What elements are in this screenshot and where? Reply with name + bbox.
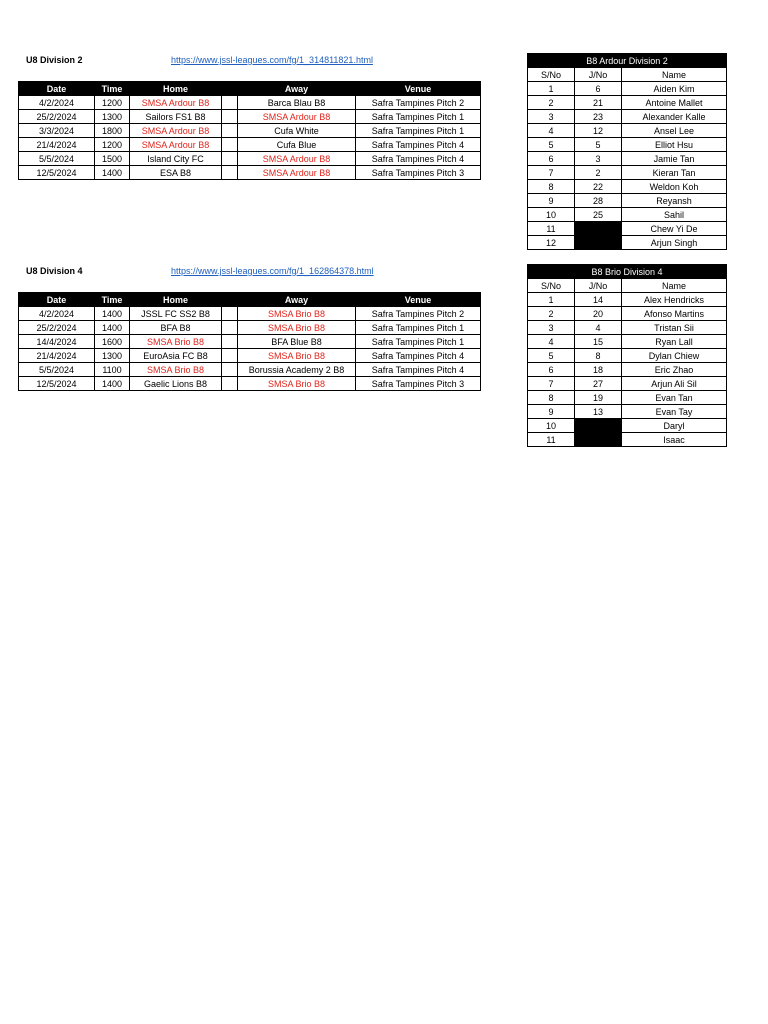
match-blank [222, 166, 238, 180]
match-home: ESA B8 [130, 166, 222, 180]
div4-header-time: Time [95, 293, 130, 307]
player-jno: 5 [575, 138, 622, 152]
ardour-header-sno: S/No [528, 68, 575, 82]
match-date: 14/4/2024 [19, 335, 95, 349]
match-date: 5/5/2024 [19, 363, 95, 377]
match-venue: Safra Tampines Pitch 3 [356, 377, 481, 391]
player-jno [575, 236, 622, 250]
match-date: 4/2/2024 [19, 96, 95, 110]
div4-header-away: Away [238, 293, 356, 307]
table-row [19, 335, 481, 349]
match-blank [222, 152, 238, 166]
match-date: 5/5/2024 [19, 152, 95, 166]
match-blank [222, 321, 238, 335]
player-jno: 13 [575, 405, 622, 419]
match-time: 1400 [95, 321, 130, 335]
table-row [19, 124, 481, 138]
div2-fixtures-table [18, 81, 481, 180]
player-sno: 4 [528, 124, 575, 138]
match-date: 21/4/2024 [19, 138, 95, 152]
match-away: Cufa Blue [238, 138, 356, 152]
player-name: Sahil [622, 208, 727, 222]
div4-title: U8 Division 4 [26, 266, 83, 276]
table-row [528, 222, 727, 236]
player-name: Alex Hendricks [622, 293, 727, 307]
table-row [528, 321, 727, 335]
player-sno: 1 [528, 82, 575, 96]
player-sno: 2 [528, 307, 575, 321]
match-home: BFA B8 [130, 321, 222, 335]
player-name: Reyansh [622, 194, 727, 208]
div2-header-date: Date [19, 82, 95, 96]
table-row [528, 293, 727, 307]
match-venue: Safra Tampines Pitch 4 [356, 152, 481, 166]
player-jno: 15 [575, 335, 622, 349]
table-row [528, 166, 727, 180]
player-sno: 9 [528, 405, 575, 419]
player-jno: 3 [575, 152, 622, 166]
player-sno: 10 [528, 419, 575, 433]
player-jno: 23 [575, 110, 622, 124]
match-venue: Safra Tampines Pitch 4 [356, 363, 481, 377]
match-blank [222, 96, 238, 110]
match-time: 1300 [95, 110, 130, 124]
player-name: Daryl [622, 419, 727, 433]
brio-roster-caption: B8 Brio Division 4 [528, 265, 727, 279]
player-sno: 11 [528, 222, 575, 236]
player-jno: 22 [575, 180, 622, 194]
table-row [528, 96, 727, 110]
player-sno: 2 [528, 96, 575, 110]
match-date: 4/2/2024 [19, 307, 95, 321]
player-name: Eric Zhao [622, 363, 727, 377]
match-venue: Safra Tampines Pitch 2 [356, 96, 481, 110]
table-row [19, 152, 481, 166]
match-away: SMSA Brio B8 [238, 349, 356, 363]
player-sno: 5 [528, 138, 575, 152]
player-sno: 3 [528, 321, 575, 335]
table-row [528, 377, 727, 391]
ardour-roster-body [528, 82, 727, 250]
match-home: Sailors FS1 B8 [130, 110, 222, 124]
player-name: Afonso Martins [622, 307, 727, 321]
match-away: Cufa White [238, 124, 356, 138]
brio-roster-body [528, 293, 727, 447]
player-jno: 27 [575, 377, 622, 391]
div4-fixtures-body [19, 307, 481, 391]
player-sno: 4 [528, 335, 575, 349]
player-sno: 7 [528, 377, 575, 391]
player-name: Isaac [622, 433, 727, 447]
div2-header-time: Time [95, 82, 130, 96]
table-row [19, 138, 481, 152]
brio-header-name: Name [622, 279, 727, 293]
match-venue: Safra Tampines Pitch 1 [356, 335, 481, 349]
player-sno: 11 [528, 433, 575, 447]
player-name: Evan Tay [622, 405, 727, 419]
div4-header-row [19, 293, 481, 307]
ardour-roster-table [527, 53, 727, 250]
match-date: 12/5/2024 [19, 377, 95, 391]
brio-header-jno: J/No [575, 279, 622, 293]
match-venue: Safra Tampines Pitch 2 [356, 307, 481, 321]
player-sno: 6 [528, 363, 575, 377]
table-row [528, 124, 727, 138]
match-blank [222, 377, 238, 391]
player-sno: 6 [528, 152, 575, 166]
ardour-header-jno: J/No [575, 68, 622, 82]
table-row [528, 349, 727, 363]
player-jno: 8 [575, 349, 622, 363]
div2-link[interactable]: https://www.jssl-leagues.com/fg/1_314811821.html [171, 55, 373, 65]
match-venue: Safra Tampines Pitch 3 [356, 166, 481, 180]
player-sno: 8 [528, 391, 575, 405]
match-blank [222, 363, 238, 377]
table-row [19, 110, 481, 124]
player-jno: 20 [575, 307, 622, 321]
match-away: SMSA Brio B8 [238, 377, 356, 391]
match-time: 1500 [95, 152, 130, 166]
player-name: Jamie Tan [622, 152, 727, 166]
div4-link[interactable]: https://www.jssl-leagues.com/fg/1_162864378.html [171, 266, 374, 276]
match-venue: Safra Tampines Pitch 4 [356, 349, 481, 363]
match-home: EuroAsia FC B8 [130, 349, 222, 363]
player-name: Arjun Singh [622, 236, 727, 250]
table-row [528, 152, 727, 166]
match-away: SMSA Brio B8 [238, 307, 356, 321]
player-name: Tristan Sii [622, 321, 727, 335]
table-row [19, 307, 481, 321]
match-venue: Safra Tampines Pitch 1 [356, 124, 481, 138]
div4-header-date: Date [19, 293, 95, 307]
player-name: Chew Yi De [622, 222, 727, 236]
player-name: Ryan Lall [622, 335, 727, 349]
ardour-roster-caption: B8 Ardour Division 2 [528, 54, 727, 68]
div4-header-home: Home [130, 293, 222, 307]
match-blank [222, 307, 238, 321]
table-row [19, 321, 481, 335]
match-home: Island City FC [130, 152, 222, 166]
match-away: SMSA Ardour B8 [238, 166, 356, 180]
player-sno: 10 [528, 208, 575, 222]
match-away: Borussia Academy 2 B8 [238, 363, 356, 377]
player-jno: 19 [575, 391, 622, 405]
table-row [528, 335, 727, 349]
div2-header-home: Home [130, 82, 222, 96]
match-date: 12/5/2024 [19, 166, 95, 180]
match-home: SMSA Ardour B8 [130, 138, 222, 152]
player-name: Dylan Chiew [622, 349, 727, 363]
player-jno [575, 433, 622, 447]
player-jno: 4 [575, 321, 622, 335]
player-sno: 8 [528, 180, 575, 194]
match-away: SMSA Ardour B8 [238, 110, 356, 124]
table-row [19, 349, 481, 363]
player-jno: 28 [575, 194, 622, 208]
player-jno: 18 [575, 363, 622, 377]
table-row [528, 138, 727, 152]
match-time: 1400 [95, 166, 130, 180]
match-home: JSSL FC SS2 B8 [130, 307, 222, 321]
table-row [19, 363, 481, 377]
match-venue: Safra Tampines Pitch 1 [356, 110, 481, 124]
match-venue: Safra Tampines Pitch 4 [356, 138, 481, 152]
table-row [528, 194, 727, 208]
match-home: SMSA Ardour B8 [130, 124, 222, 138]
match-time: 1100 [95, 363, 130, 377]
table-row [528, 391, 727, 405]
match-away: SMSA Brio B8 [238, 321, 356, 335]
div2-header-blank [222, 82, 238, 96]
match-blank [222, 110, 238, 124]
table-row [528, 236, 727, 250]
match-home: SMSA Ardour B8 [130, 96, 222, 110]
table-row [528, 433, 727, 447]
match-home: SMSA Brio B8 [130, 335, 222, 349]
match-blank [222, 124, 238, 138]
match-blank [222, 349, 238, 363]
table-row [528, 363, 727, 377]
match-away: BFA Blue B8 [238, 335, 356, 349]
table-row [528, 110, 727, 124]
div2-fixtures-body [19, 96, 481, 180]
player-sno: 3 [528, 110, 575, 124]
div2-header-away: Away [238, 82, 356, 96]
match-time: 1200 [95, 96, 130, 110]
match-date: 3/3/2024 [19, 124, 95, 138]
player-jno: 2 [575, 166, 622, 180]
player-jno [575, 419, 622, 433]
match-time: 1200 [95, 138, 130, 152]
player-sno: 5 [528, 349, 575, 363]
match-home: Gaelic Lions B8 [130, 377, 222, 391]
ardour-header-name: Name [622, 68, 727, 82]
match-venue: Safra Tampines Pitch 1 [356, 321, 481, 335]
match-away: SMSA Ardour B8 [238, 152, 356, 166]
table-row [528, 208, 727, 222]
match-time: 1800 [95, 124, 130, 138]
match-date: 21/4/2024 [19, 349, 95, 363]
player-sno: 1 [528, 293, 575, 307]
player-name: Arjun Ali Sil [622, 377, 727, 391]
player-jno: 25 [575, 208, 622, 222]
player-name: Aiden Kim [622, 82, 727, 96]
player-name: Kieran Tan [622, 166, 727, 180]
player-jno [575, 222, 622, 236]
player-jno: 12 [575, 124, 622, 138]
player-sno: 7 [528, 166, 575, 180]
match-date: 25/2/2024 [19, 110, 95, 124]
div2-header-row [19, 82, 481, 96]
div2-title: U8 Division 2 [26, 55, 83, 65]
div2-header-venue: Venue [356, 82, 481, 96]
player-name: Antoine Mallet [622, 96, 727, 110]
player-name: Weldon Koh [622, 180, 727, 194]
match-time: 1400 [95, 377, 130, 391]
match-home: SMSA Brio B8 [130, 363, 222, 377]
brio-roster-header-row [528, 279, 727, 293]
match-date: 25/2/2024 [19, 321, 95, 335]
brio-roster-table [527, 264, 727, 447]
table-row [528, 419, 727, 433]
match-time: 1300 [95, 349, 130, 363]
div4-fixtures-table [18, 292, 481, 391]
player-sno: 12 [528, 236, 575, 250]
player-name: Alexander Kalle [622, 110, 727, 124]
player-jno: 21 [575, 96, 622, 110]
table-row [528, 82, 727, 96]
table-row [528, 405, 727, 419]
player-name: Evan Tan [622, 391, 727, 405]
ardour-roster-header-row [528, 68, 727, 82]
table-row [528, 180, 727, 194]
div4-header-venue: Venue [356, 293, 481, 307]
table-row [528, 307, 727, 321]
player-jno: 6 [575, 82, 622, 96]
table-row [19, 166, 481, 180]
brio-header-sno: S/No [528, 279, 575, 293]
player-name: Elliot Hsu [622, 138, 727, 152]
match-time: 1600 [95, 335, 130, 349]
player-sno: 9 [528, 194, 575, 208]
match-time: 1400 [95, 307, 130, 321]
player-jno: 14 [575, 293, 622, 307]
player-name: Ansel Lee [622, 124, 727, 138]
match-blank [222, 138, 238, 152]
match-away: Barca Blau B8 [238, 96, 356, 110]
table-row [19, 377, 481, 391]
table-row [19, 96, 481, 110]
match-blank [222, 335, 238, 349]
div4-header-blank [222, 293, 238, 307]
